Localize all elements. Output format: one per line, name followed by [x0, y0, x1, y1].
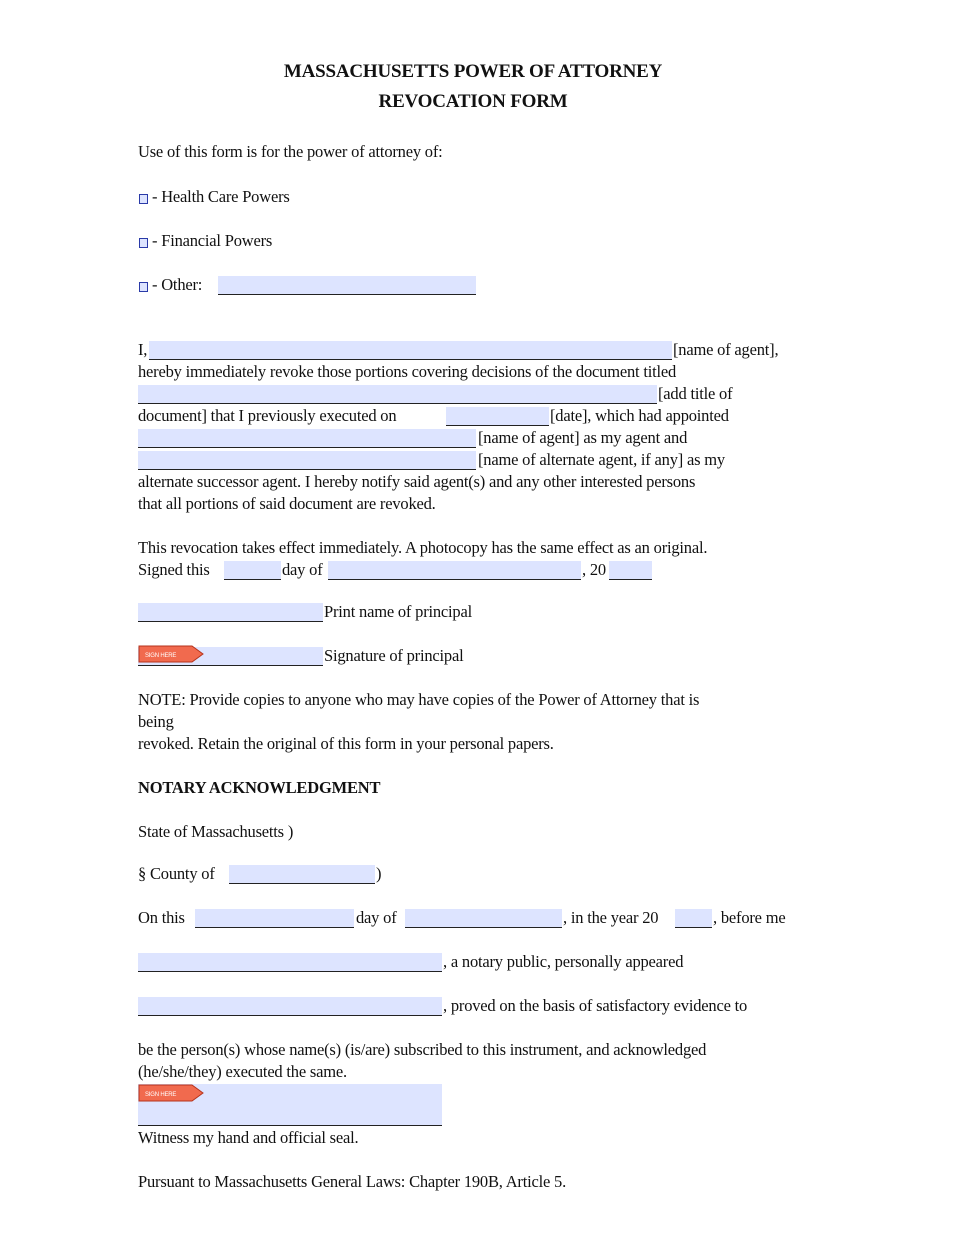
document-title-line1: MASSACHUSETTS POWER OF ATTORNEY — [283, 61, 663, 82]
note-line1: NOTE: Provide copies to anyone who may have copies of the Power of Attorney that is — [138, 690, 700, 709]
other-label: - Other: — [152, 275, 203, 294]
body-line1-end: [name of agent], — [673, 340, 779, 359]
other-field[interactable] — [218, 276, 476, 295]
pursuant-text: Pursuant to Massachusetts General Laws: Chapter 190B, Article 5. — [138, 1172, 567, 1191]
body-line2: hereby immediately revoke those portions covering decisions of the document titled — [138, 362, 677, 381]
notary-name-field[interactable] — [138, 953, 442, 972]
signed-year-field[interactable] — [609, 561, 652, 580]
print-name-label: Print name of principal — [324, 602, 472, 621]
body-line4-start: document] that I previously executed on — [138, 406, 397, 425]
body-line7: alternate successor agent. I hereby notify said agent(s) and any other interested persons — [138, 472, 696, 491]
body-line6-end: [name of alternate agent, if any] as my — [478, 450, 725, 469]
document-title-line2: REVOCATION FORM — [378, 91, 568, 112]
agent-name-field[interactable] — [138, 429, 476, 448]
print-name-field[interactable] — [138, 603, 323, 622]
body-line1-start: I, — [138, 340, 148, 359]
before-me-label: , before me — [713, 908, 786, 927]
signed-year-prefix: , 20 — [582, 560, 606, 579]
other-checkbox[interactable] — [139, 282, 148, 292]
principal-name-field[interactable] — [149, 341, 672, 360]
witness-text: Witness my hand and official seal. — [138, 1128, 359, 1147]
notary-month-field[interactable] — [405, 909, 562, 928]
financial-label: - Financial Powers — [152, 231, 273, 250]
note-line2: being — [138, 712, 174, 731]
note-line3: revoked. Retain the original of this form in your personal papers. — [138, 734, 554, 753]
body-line4-end: [date], which had appointed — [550, 406, 729, 425]
signed-month-field[interactable] — [328, 561, 581, 580]
notary-sign-here-text: SIGN HERE — [145, 1092, 177, 1098]
alternate-agent-field[interactable] — [138, 451, 476, 470]
county-label: § County of — [138, 864, 215, 883]
notary-public-label: , a notary public, personally appeared — [443, 952, 684, 971]
signed-day-of-label: day of — [282, 560, 323, 579]
notary-state: State of Massachusetts ) — [138, 822, 294, 841]
financial-checkbox[interactable] — [139, 238, 148, 248]
signed-day-field[interactable] — [224, 561, 281, 580]
document-title-field[interactable] — [138, 385, 657, 404]
person-line1: be the person(s) whose name(s) (is/are) subscribed to this instrument, and acknowledged — [138, 1040, 707, 1059]
body-line8: that all portions of said document are revoked. — [138, 494, 436, 513]
notary-sign-here-tag-icon — [138, 1084, 204, 1102]
signature-label: Signature of principal — [324, 646, 464, 665]
on-this-label: On this — [138, 908, 185, 927]
sign-here-text: SIGN HERE — [145, 653, 177, 659]
in-year-label: , in the year 20 — [563, 908, 659, 927]
body-line5-end: [name of agent] as my agent and — [478, 428, 688, 447]
intro-text: Use of this form is for the power of attorney of: — [138, 142, 443, 161]
effect-line1: This revocation takes effect immediately. A photocopy has the same effect as an original. — [138, 538, 708, 557]
notary-heading: NOTARY ACKNOWLEDGMENT — [138, 778, 381, 797]
health-care-checkbox[interactable] — [139, 194, 148, 204]
county-close: ) — [376, 864, 382, 883]
sign-here-tag-icon — [138, 645, 204, 663]
health-care-label: - Health Care Powers — [152, 187, 290, 206]
body-line3-end: [add title of — [658, 384, 733, 403]
person-line2: (he/she/they) executed the same. — [138, 1062, 347, 1081]
notary-day-field[interactable] — [195, 909, 354, 928]
executed-date-field[interactable] — [446, 407, 549, 426]
county-field[interactable] — [229, 865, 375, 884]
proved-label: , proved on the basis of satisfactory evidence to — [443, 996, 748, 1015]
notary-day-of-label: day of — [356, 908, 397, 927]
appeared-name-field[interactable] — [138, 997, 442, 1016]
signed-this-label: Signed this — [138, 560, 210, 579]
notary-year-field[interactable] — [675, 909, 712, 928]
